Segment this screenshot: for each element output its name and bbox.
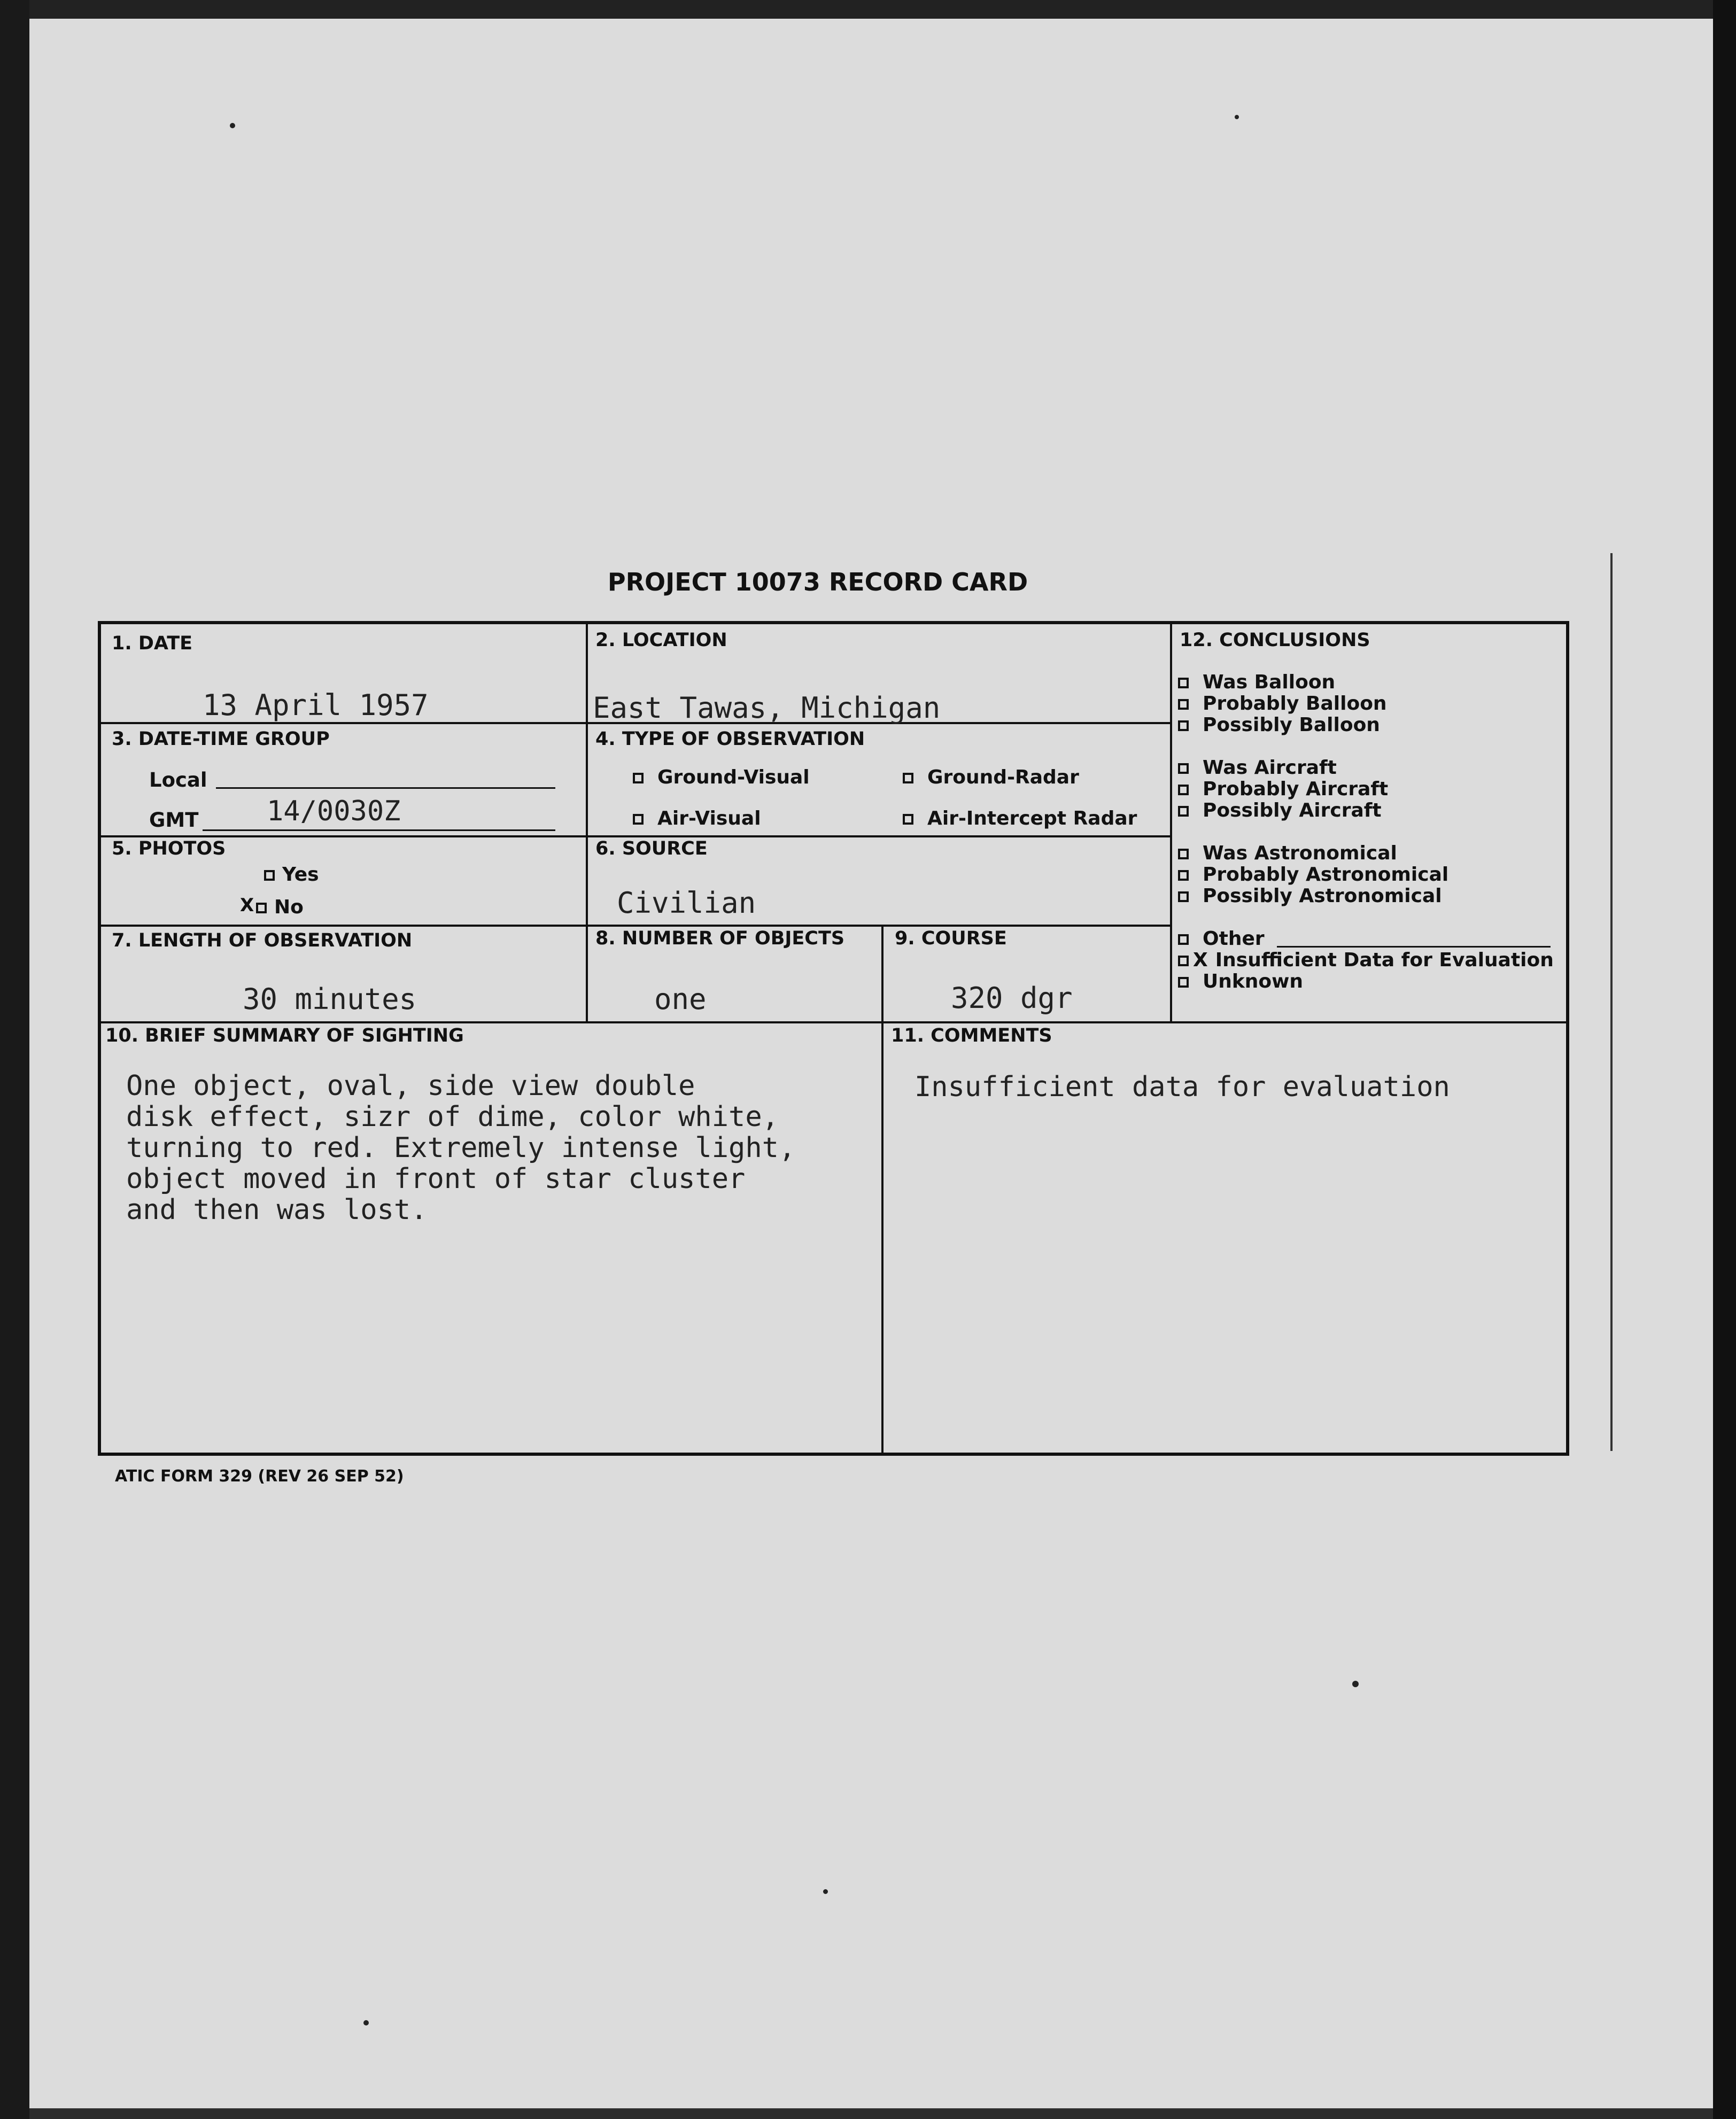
comments-label: 11. COMMENTS <box>891 1025 1052 1046</box>
checkbox-icon[interactable] <box>903 773 913 783</box>
photos-yes-label: Yes <box>282 864 319 886</box>
source-label: 6. SOURCE <box>595 838 708 859</box>
conclusion-label: Other <box>1203 928 1265 950</box>
date-time-group-label: 3. DATE-TIME GROUP <box>112 728 330 750</box>
option-ground-visual[interactable] <box>633 766 810 788</box>
option-label: Ground-Radar <box>927 766 1079 788</box>
source-value: Civilian <box>617 886 756 920</box>
dust-speck <box>823 1889 828 1894</box>
conclusion-label: Probably Aircraft <box>1203 778 1389 800</box>
conclusion-item[interactable] <box>1178 800 1382 821</box>
conclusion-item[interactable] <box>1178 864 1448 886</box>
checkbox-icon[interactable] <box>1178 849 1189 859</box>
conclusion-item[interactable] <box>1178 757 1337 779</box>
dust-speck <box>363 2020 369 2025</box>
summary-line: and then was lost. <box>126 1194 428 1226</box>
option-label: Air-Visual <box>657 808 761 829</box>
conclusion-item-checked[interactable] <box>1178 949 1554 971</box>
observation-type-label: 4. TYPE OF OBSERVATION <box>595 728 865 750</box>
checkbox-icon[interactable] <box>1178 870 1189 881</box>
grid-line <box>881 925 883 1456</box>
photos-no[interactable] <box>256 896 304 918</box>
dust-speck <box>1235 115 1239 119</box>
other-blank <box>1277 946 1551 948</box>
checkbox-icon[interactable] <box>633 814 644 825</box>
checkbox-icon[interactable] <box>1178 699 1189 710</box>
local-time-blank <box>216 787 555 789</box>
summary-line: One object, oval, side view double <box>126 1070 695 1102</box>
checkbox-checked-icon[interactable] <box>1178 956 1189 966</box>
conclusion-label: Unknown <box>1203 971 1304 992</box>
conclusion-item[interactable] <box>1178 671 1335 693</box>
photos-no-label: No <box>274 896 304 918</box>
checkbox-icon[interactable] <box>1178 806 1189 817</box>
checkbox-icon[interactable] <box>256 903 267 913</box>
date-label: 1. DATE <box>112 633 193 654</box>
location-label: 2. LOCATION <box>595 630 727 651</box>
summary-line: object moved in front of star cluster <box>126 1163 746 1195</box>
record-card <box>98 621 1569 1456</box>
summary-label: 10. BRIEF SUMMARY OF SIGHTING <box>105 1025 464 1046</box>
photos-no-mark: X <box>240 895 254 916</box>
conclusion-label: Probably Astronomical <box>1203 864 1449 886</box>
checkbox-icon[interactable] <box>1178 977 1189 988</box>
conclusion-check-mark: X <box>1193 949 1208 971</box>
option-air-visual[interactable] <box>633 808 761 829</box>
scan-border-right <box>1713 0 1736 2119</box>
scan-border-left <box>0 0 29 2119</box>
option-label: Ground-Visual <box>657 766 810 788</box>
checkbox-icon[interactable] <box>1178 678 1189 688</box>
dust-speck <box>1352 1681 1359 1687</box>
gmt-value: 14/0030Z <box>267 795 401 827</box>
conclusion-label: Was Balloon <box>1203 671 1336 693</box>
conclusion-label: Insufficient Data for Evaluation <box>1215 949 1554 971</box>
grid-line <box>101 925 1170 927</box>
course-label: 9. COURSE <box>895 928 1007 949</box>
conclusion-label: Was Aircraft <box>1203 757 1337 779</box>
conclusion-item[interactable] <box>1178 971 1303 992</box>
date-value: 13 April 1957 <box>203 688 429 722</box>
checkbox-icon[interactable] <box>1178 934 1189 945</box>
checkbox-icon[interactable] <box>903 814 913 825</box>
conclusion-label: Was Astronomical <box>1203 842 1397 864</box>
photos-yes[interactable] <box>264 864 319 886</box>
gmt-blank <box>203 829 555 831</box>
conclusion-label: Possibly Aircraft <box>1203 800 1382 821</box>
conclusion-label: Probably Balloon <box>1203 693 1387 715</box>
form-number: ATIC FORM 329 (REV 26 SEP 52) <box>115 1467 404 1486</box>
checkbox-icon[interactable] <box>1178 891 1189 902</box>
conclusion-item[interactable] <box>1178 928 1265 950</box>
checkbox-icon[interactable] <box>1178 763 1189 774</box>
conclusions-label: 12. CONCLUSIONS <box>1180 630 1370 651</box>
checkbox-icon[interactable] <box>264 870 275 881</box>
checkbox-checked-icon[interactable] <box>633 773 644 783</box>
option-ground-radar[interactable] <box>903 766 1079 788</box>
grid-line <box>101 1021 1569 1023</box>
conclusion-item[interactable] <box>1178 778 1388 800</box>
conclusion-item[interactable] <box>1178 842 1397 864</box>
conclusion-item[interactable] <box>1178 693 1387 715</box>
length-label: 7. LENGTH OF OBSERVATION <box>112 930 413 951</box>
comments-value: Insufficient data for evaluation <box>914 1071 1450 1103</box>
summary-line: turning to red. Extremely intense light, <box>126 1132 796 1164</box>
conclusion-label: Possibly Balloon <box>1203 714 1380 736</box>
location-value: East Tawas, Michigan <box>593 691 941 725</box>
gmt-label: GMT <box>149 809 199 832</box>
grid-line <box>101 835 1170 837</box>
local-time-label: Local <box>149 769 207 791</box>
checkbox-icon[interactable] <box>1178 720 1189 731</box>
conclusion-item[interactable] <box>1178 885 1442 907</box>
dust-speck <box>230 123 235 128</box>
option-air-intercept-radar[interactable] <box>903 808 1137 829</box>
conclusion-item[interactable] <box>1178 714 1380 736</box>
grid-line <box>1170 624 1172 1022</box>
conclusion-label: Possibly Astronomical <box>1203 885 1442 907</box>
photos-label: 5. PHOTOS <box>112 838 226 859</box>
option-label: Air-Intercept Radar <box>927 808 1137 829</box>
objects-value: one <box>654 982 707 1016</box>
length-value: 30 minutes <box>243 982 417 1016</box>
objects-label: 8. NUMBER OF OBJECTS <box>595 928 845 949</box>
scan-border-top <box>0 0 1736 19</box>
summary-line: disk effect, sizr of dime, color white, <box>126 1101 779 1133</box>
grid-line <box>586 624 588 1022</box>
course-value: 320 dgr <box>951 981 1073 1015</box>
scan-rule <box>1610 553 1613 1451</box>
card-title: PROJECT 10073 RECORD CARD <box>607 568 1028 596</box>
checkbox-icon[interactable] <box>1178 785 1189 795</box>
